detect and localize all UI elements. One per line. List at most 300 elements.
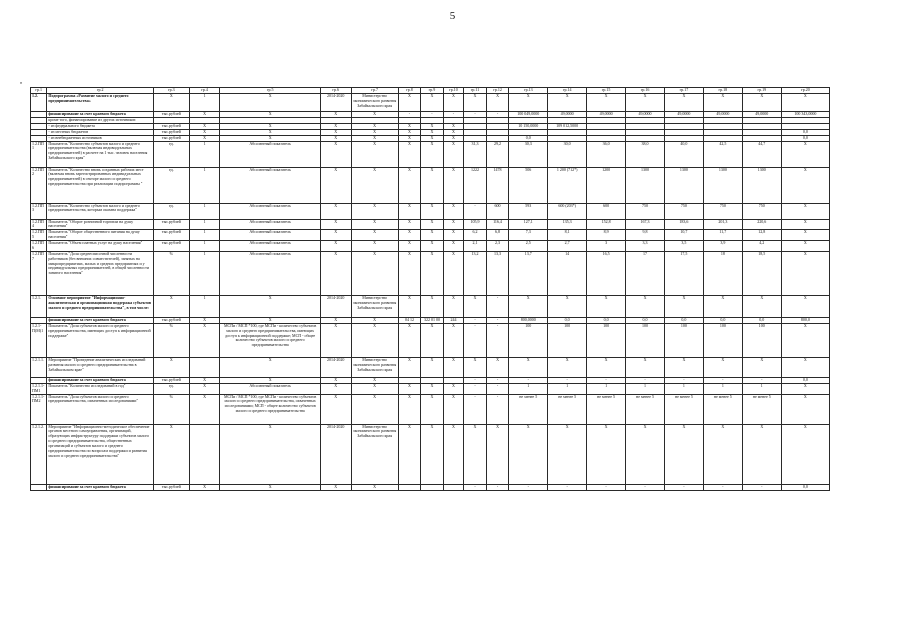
table-cell: X <box>220 295 320 317</box>
table-cell: 49,0000 <box>664 111 703 117</box>
table-cell: 600 <box>587 203 626 219</box>
table-cell: X <box>398 295 421 317</box>
table-cell: 10 150,0000 <box>509 123 548 129</box>
table-cell: - <box>421 111 444 117</box>
table-cell: 0,0 <box>548 317 587 323</box>
table-cell: 127,1 <box>509 219 548 230</box>
table-cell: 7,3 <box>509 230 548 241</box>
table-cell: 04 12 <box>398 317 421 323</box>
table-cell: 152,8 <box>587 219 626 230</box>
table-cell: 1300 <box>703 167 742 203</box>
table-cell <box>31 484 47 490</box>
table-cell: 11,7 <box>703 230 742 241</box>
table-cell: X <box>626 295 665 317</box>
table-cell: X <box>320 317 351 323</box>
table-cell: X <box>486 357 509 377</box>
table-cell: - <box>486 377 509 383</box>
table-cell: X <box>464 424 487 484</box>
table-cell: X <box>421 219 444 230</box>
table-cell: X <box>443 93 463 111</box>
table-cell: X <box>398 323 421 357</box>
table-cell: X <box>351 167 398 203</box>
table-cell: X <box>220 111 320 117</box>
table-cell: X <box>626 357 665 377</box>
table-cell: 18,5 <box>742 251 781 295</box>
table-row <box>31 203 830 219</box>
table-cell: X <box>398 123 421 129</box>
table-cell: ед. <box>153 167 189 203</box>
table-cell: тыс.рублей <box>153 123 189 129</box>
table-cell: X <box>153 424 189 484</box>
column-header: гр.2 <box>47 88 154 94</box>
table-cell: 220,6 <box>742 219 781 230</box>
table-row <box>31 167 830 203</box>
table-cell: 201,3 <box>703 219 742 230</box>
table-cell: X <box>443 251 463 295</box>
table-cell: 6,8 <box>486 230 509 241</box>
table-cell: X <box>443 357 463 377</box>
table-cell: 0,0 <box>781 135 829 141</box>
table-cell: X <box>548 295 587 317</box>
table-cell: X <box>398 141 421 167</box>
table-cell: - <box>464 377 487 383</box>
table-cell: Показатель "Количество субъектов малого и среднего предпринимательства, которым оказана поддержка" <box>47 203 154 219</box>
table-cell: 1 <box>626 383 665 394</box>
table-cell: финансирование за счет краевого бюджета <box>47 111 154 117</box>
table-cell: - <box>548 484 587 490</box>
table-cell: X <box>320 123 351 129</box>
table-cell: Министерство экономического развития Забайкальского края <box>351 424 398 484</box>
table-cell: 1.2.ПП6 <box>31 241 47 252</box>
table-cell: X <box>443 295 463 317</box>
table-cell: X <box>781 241 829 252</box>
table-cell: - <box>486 111 509 117</box>
table-cell: не менее 5 <box>664 394 703 424</box>
column-header: гр.1 <box>31 88 47 94</box>
table-cell: - <box>509 377 548 383</box>
table-cell: X <box>398 135 421 141</box>
table-cell <box>189 357 220 377</box>
table-cell: 49,0000 <box>587 111 626 117</box>
table-cell: 49,0000 <box>626 111 665 117</box>
table-cell: X <box>220 424 320 484</box>
table-cell: 800,0000 <box>509 317 548 323</box>
table-cell: 100 343,0000 <box>781 111 829 117</box>
table-cell: X <box>398 230 421 241</box>
table-cell: X <box>220 377 320 383</box>
table-cell: 600 (203*) <box>548 203 587 219</box>
table-cell: X <box>443 203 463 219</box>
table-cell: X <box>443 230 463 241</box>
table-cell: - <box>464 383 487 394</box>
table-cell: X <box>220 123 320 129</box>
table-cell: X <box>587 424 626 484</box>
table-cell: - <box>398 111 421 117</box>
table-cell: 3,3 <box>626 241 665 252</box>
column-header: гр.19 <box>742 88 781 94</box>
table-cell: 36,0 <box>587 141 626 167</box>
table-row <box>31 323 830 357</box>
table-cell: X <box>464 357 487 377</box>
table-cell: X <box>464 295 487 317</box>
table-cell: X <box>486 93 509 111</box>
table-cell: X <box>742 93 781 111</box>
table-cell: X <box>189 394 220 424</box>
column-header: гр.17 <box>664 88 703 94</box>
table-cell: X <box>703 424 742 484</box>
table-cell: 100 <box>587 323 626 357</box>
table-cell: Абсолютный показатель <box>220 141 320 167</box>
table-cell: X <box>320 251 351 295</box>
table-cell: не менее 5 <box>742 394 781 424</box>
table-cell: 1 <box>189 230 220 241</box>
table-cell: 105,9 <box>464 219 487 230</box>
column-header: гр.8 <box>398 88 421 94</box>
table-cell: - <box>486 394 509 424</box>
table-cell: X <box>189 383 220 394</box>
table-cell: X <box>351 323 398 357</box>
table-row <box>31 424 830 484</box>
table-cell: 6,2 <box>464 230 487 241</box>
table-cell: 29,2 <box>486 141 509 167</box>
table-cell: X <box>443 394 463 424</box>
table-cell: 1 <box>189 219 220 230</box>
table-cell: X <box>443 135 463 141</box>
table-cell: 2014-2020 <box>320 357 351 377</box>
column-header: гр.3 <box>153 88 189 94</box>
table-cell: 167,3 <box>626 219 665 230</box>
table-cell: 1.2.ПП1 <box>31 141 47 167</box>
table-cell: X <box>742 295 781 317</box>
table-cell: X <box>443 141 463 167</box>
table-cell: X <box>320 484 351 490</box>
table-cell: 100 <box>548 323 587 357</box>
table-cell: 1 <box>742 383 781 394</box>
table-cell: 2,1 <box>464 241 487 252</box>
table-cell: X <box>398 394 421 424</box>
table-cell: X <box>509 424 548 484</box>
table-cell: X <box>781 93 829 111</box>
table-cell: X <box>320 141 351 167</box>
table-cell: - <box>626 484 665 490</box>
table-row <box>31 241 830 252</box>
table-cell: X <box>189 484 220 490</box>
table-cell: X <box>220 484 320 490</box>
table-cell: X <box>781 357 829 377</box>
table-cell: 0,0 <box>509 135 548 141</box>
table-cell: 322 01 00 <box>421 317 444 323</box>
table-cell: X <box>351 241 398 252</box>
table-cell: X <box>421 123 444 129</box>
table-cell: X <box>220 135 320 141</box>
column-header: гр.10 <box>443 88 463 94</box>
table-row <box>31 219 830 230</box>
table-cell: 17,5 <box>664 251 703 295</box>
table-cell: - <box>587 484 626 490</box>
column-header: гр.7 <box>351 88 398 94</box>
table-cell: тыс.рублей <box>153 241 189 252</box>
table-cell: X <box>421 230 444 241</box>
table-cell: финансирование за счет краевого бюджета <box>47 377 154 383</box>
table-cell: Показатель "Оборот общественного питания на душу населения" <box>47 230 154 241</box>
table-cell: не менее 5 <box>548 394 587 424</box>
table-row <box>31 251 830 295</box>
table-cell: 44,7 <box>742 141 781 167</box>
table-cell: не менее 5 <box>509 394 548 424</box>
column-header: гр.5 <box>220 88 320 94</box>
table-cell: 16,5 <box>587 251 626 295</box>
table-cell: ед. <box>153 203 189 219</box>
table-cell: X <box>398 251 421 295</box>
table-cell: Абсолютный показатель <box>220 230 320 241</box>
table-cell: 135,3 <box>548 219 587 230</box>
table-cell: - <box>664 377 703 383</box>
table-cell: 100 <box>664 323 703 357</box>
table-cell: X <box>320 129 351 135</box>
table-cell: X <box>398 167 421 203</box>
table-cell: X <box>781 219 829 230</box>
table-cell: X <box>398 424 421 484</box>
table-cell: Министерство экономического развития Забайкальского края <box>351 357 398 377</box>
table-cell <box>443 484 463 490</box>
table-cell: 1.2.ПП3 <box>31 203 47 219</box>
table-cell: X <box>351 123 398 129</box>
table-cell: 1 <box>189 251 220 295</box>
table-cell: 1 <box>189 93 220 111</box>
table-cell: X <box>421 295 444 317</box>
table-cell: 1 200 (712*) <box>548 167 587 203</box>
table-cell: 1 <box>664 383 703 394</box>
table-cell: Мероприятие "Информационно-методическое обеспечение органов местного самоуправления, организаций, образующих инфраструктуру поддержки субъектов малого и среднего предпринимательства, общественных организаций и субъектов малого и среднего предпринимательства по вопросам поддержки и развития малого и среднего предпринимательства" <box>47 424 154 484</box>
table-row <box>31 394 830 424</box>
table-cell: X <box>320 241 351 252</box>
table-cell: X <box>464 93 487 111</box>
table-cell: - <box>486 317 509 323</box>
table-cell: X <box>189 135 220 141</box>
table-cell: 1.2.1-П(М)1 <box>31 323 47 357</box>
table-cell: 0,0 <box>626 317 665 323</box>
table-cell: 1 <box>189 167 220 203</box>
table-cell: X <box>351 230 398 241</box>
table-cell: X <box>320 219 351 230</box>
column-header: гр.11 <box>464 88 487 94</box>
table-cell: X <box>421 93 444 111</box>
table-cell: 1200 <box>587 167 626 203</box>
table-cell: 2,7 <box>548 241 587 252</box>
table-cell: X <box>781 383 829 394</box>
table-cell: Подпрограмма «Развитие малого и среднего предпринимательства» <box>47 93 154 111</box>
table-cell: не менее 5 <box>587 394 626 424</box>
table-cell: X <box>351 377 398 383</box>
table-cell: - <box>464 394 487 424</box>
table-cell: X <box>351 135 398 141</box>
table-cell: X <box>421 357 444 377</box>
table-cell: X <box>421 383 444 394</box>
table-cell: 1300 <box>626 167 665 203</box>
table-cell: 0,0 <box>703 317 742 323</box>
table-cell: X <box>703 357 742 377</box>
table-cell: 1300 <box>664 167 703 203</box>
table-cell: финансирование за счет краевого бюджета <box>47 317 154 323</box>
table-cell: Показатель "Доля субъектов малого и среднего предпринимательства, охваченных исследованиями" <box>47 394 154 424</box>
table-row <box>31 484 830 490</box>
table-cell: X <box>320 167 351 203</box>
table-cell: X <box>548 357 587 377</box>
table-cell: X <box>509 295 548 317</box>
table-row <box>31 357 830 377</box>
table-cell: X <box>153 295 189 317</box>
table-cell: тыс.рублей <box>153 230 189 241</box>
table-cell: X <box>189 323 220 357</box>
table-cell: - <box>703 377 742 383</box>
column-header: гр.15 <box>587 88 626 94</box>
table-cell: X <box>443 219 463 230</box>
table-cell: X <box>443 129 463 135</box>
table-cell: 750 <box>742 203 781 219</box>
table-cell: 100 <box>509 323 548 357</box>
table-cell: Министерство экономического развития Забайкальского края <box>351 93 398 111</box>
table-cell: X <box>443 241 463 252</box>
table-cell: X <box>664 424 703 484</box>
table-cell: 9,8 <box>626 230 665 241</box>
table-row <box>31 383 830 394</box>
table-cell: X <box>351 141 398 167</box>
table-cell: - <box>742 484 781 490</box>
table-cell <box>189 424 220 484</box>
table-cell: 1.2.1.1-ПМ2 <box>31 394 47 424</box>
table-cell: - из внебюджетных источников <box>47 135 154 141</box>
table-cell: X <box>421 251 444 295</box>
table-cell: 1.2.1.1-ПМ1 <box>31 383 47 394</box>
table-cell: кроме того, финансирование из других источников: <box>47 117 154 123</box>
table-cell: 1 <box>548 383 587 394</box>
table-cell: X <box>153 357 189 377</box>
table-cell: 2,3 <box>486 241 509 252</box>
table-cell: 13,7 <box>509 251 548 295</box>
table-cell: - <box>509 484 548 490</box>
table-cell: 14 <box>548 251 587 295</box>
table-cell: X <box>742 424 781 484</box>
table-cell: % <box>153 251 189 295</box>
table-cell: X <box>351 251 398 295</box>
table-cell: X <box>153 93 189 111</box>
table-cell: - <box>486 383 509 394</box>
table-cell: X <box>351 219 398 230</box>
table-cell: 3,5 <box>664 241 703 252</box>
table-cell: X <box>781 394 829 424</box>
table-cell: 750 <box>703 203 742 219</box>
table-cell: 17 <box>626 251 665 295</box>
table-cell: тыс.рублей <box>153 219 189 230</box>
table-cell: X <box>443 123 463 129</box>
table-cell: 1.2. <box>31 93 47 111</box>
table-cell: X <box>351 111 398 117</box>
table-cell: Абсолютный показатель <box>220 167 320 203</box>
table-cell: X <box>443 323 463 357</box>
table-cell: 0,0 <box>742 317 781 323</box>
column-header: гр.14 <box>548 88 587 94</box>
table-cell: X <box>398 203 421 219</box>
program-table <box>30 87 830 491</box>
table-cell: X <box>742 357 781 377</box>
table-cell: X <box>220 357 320 377</box>
table-cell: 1.2.1. <box>31 295 47 317</box>
table-cell: 40,0 <box>664 141 703 167</box>
table-cell: X <box>189 123 220 129</box>
table-cell: Абсолютный показатель <box>220 251 320 295</box>
table-cell: - из местных бюджетов <box>47 129 154 135</box>
table-cell: 38,0 <box>626 141 665 167</box>
table-cell: % <box>153 394 189 424</box>
table-cell: 750 <box>626 203 665 219</box>
table-cell: тыс.рублей <box>153 129 189 135</box>
table-cell: X <box>351 317 398 323</box>
table-cell: X <box>587 357 626 377</box>
table-cell: X <box>220 93 320 111</box>
table-cell: X <box>781 141 829 167</box>
table-cell: X <box>189 317 220 323</box>
table-cell: 8,1 <box>548 230 587 241</box>
table-row <box>31 93 830 111</box>
table-cell: X <box>351 129 398 135</box>
table-cell: X <box>421 203 444 219</box>
table-cell: Показатель "Оборот розничной торговли на душу населения" <box>47 219 154 230</box>
table-cell: X <box>421 394 444 424</box>
table-cell: 0,0 <box>587 317 626 323</box>
column-header: гр.18 <box>703 88 742 94</box>
table-cell: Показатель "Количество исследований в год" <box>47 383 154 394</box>
table-cell: 12,8 <box>742 230 781 241</box>
table-row <box>31 295 830 317</box>
table-cell: 8,9 <box>587 230 626 241</box>
table-cell: не менее 5 <box>703 394 742 424</box>
table-cell: 506 <box>509 167 548 203</box>
table-cell: тыс.рублей <box>153 377 189 383</box>
table-cell: - <box>548 377 587 383</box>
table-cell: 750 <box>664 203 703 219</box>
table-cell: не менее 5 <box>626 394 665 424</box>
table-cell: X <box>443 383 463 394</box>
table-cell: - <box>742 377 781 383</box>
table-cell <box>398 484 421 490</box>
table-cell: X <box>421 424 444 484</box>
table-cell: 4,2 <box>742 241 781 252</box>
table-cell: X <box>703 93 742 111</box>
table-cell: X <box>703 295 742 317</box>
table-cell: 100 <box>742 323 781 357</box>
table-cell: 1.2.1.2. <box>31 424 47 484</box>
table-cell: 0,0 <box>781 377 829 383</box>
table-cell: тыс.рублей <box>153 484 189 490</box>
table-cell: X <box>626 424 665 484</box>
table-cell: 244 <box>443 317 463 323</box>
table-cell: X <box>781 251 829 295</box>
table-cell: - <box>443 111 463 117</box>
table-cell: - <box>703 484 742 490</box>
table-cell: X <box>421 241 444 252</box>
table-cell: Абсолютный показатель <box>220 219 320 230</box>
table-cell: X <box>421 129 444 135</box>
table-cell: % <box>153 323 189 357</box>
table-cell: X <box>509 93 548 111</box>
table-cell: 30,3 <box>509 141 548 167</box>
table-cell: X <box>781 167 829 203</box>
table-cell: 49,0000 <box>548 111 587 117</box>
column-header: гр.12 <box>486 88 509 94</box>
table-cell: 1 <box>189 241 220 252</box>
table-cell: X <box>781 230 829 241</box>
table-cell: 800,0 <box>781 317 829 323</box>
